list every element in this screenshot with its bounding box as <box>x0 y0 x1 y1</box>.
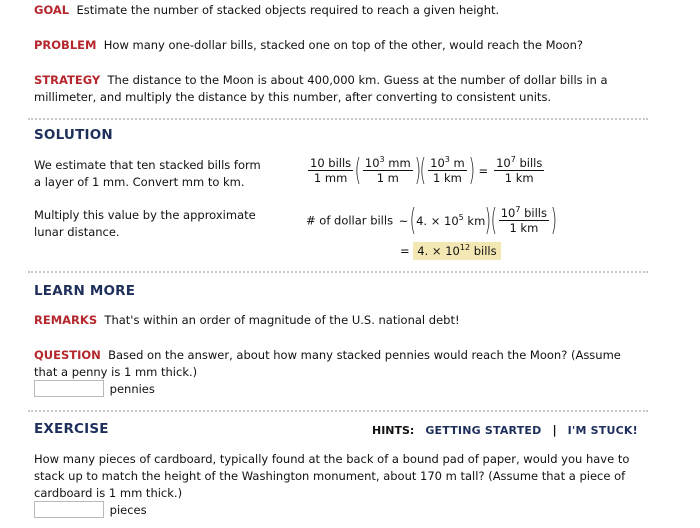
lunar-distance-value: 4. × $10^5$ km <box>416 212 486 228</box>
exercise-text <box>34 451 629 502</box>
close-paren: ) <box>550 202 558 238</box>
open-paren: ( <box>354 152 362 188</box>
strategy-block <box>34 72 608 106</box>
hints-label: HINTS: <box>372 424 415 437</box>
hints-bar <box>372 423 638 437</box>
solution-step2-text <box>34 207 256 241</box>
exercise-heading: EXERCISE <box>34 421 109 437</box>
strategy-label: STRATEGY <box>34 73 101 87</box>
close-paren: ) <box>414 152 421 188</box>
strategy-line-2: millimeter, and multiply the distance by this number, after converting to consistent units. <box>34 90 552 104</box>
divider <box>28 118 648 120</box>
question-answer-row <box>34 380 155 397</box>
question-label: QUESTION <box>34 348 101 362</box>
hint-separator: | <box>552 423 557 437</box>
pennies-answer-input[interactable] <box>34 380 104 397</box>
strategy-line-1: The distance to the Moon is about 400,000 km. Guess at the number of dollar bills in a <box>107 73 608 87</box>
step1-line-1: We estimate that ten stacked bills form <box>34 158 261 172</box>
step2-line-1: Multiply this value by the approximate <box>34 208 256 222</box>
close-paren: ) <box>484 202 492 238</box>
pieces-unit-label: pieces <box>109 502 147 517</box>
fraction-bills-per-km: $\frac{10^7 bills}{1 km}$ <box>496 155 543 185</box>
result-answer: 4. × $10^{12}$ bills <box>413 242 500 260</box>
step2-line-2: lunar distance. <box>34 225 120 239</box>
fraction-bills-per-mm: $\frac{\text{10 bills}}{1 mm}$ <box>310 156 352 185</box>
remarks-label: REMARKS <box>34 313 98 327</box>
problem-row <box>34 38 583 52</box>
divider <box>28 271 648 273</box>
question-block <box>34 347 621 381</box>
approx-sign: ~ <box>398 213 409 228</box>
exercise-answer-row <box>34 501 147 518</box>
divider <box>28 410 648 412</box>
exercise-line-3: cardboard is 1 mm thick.) <box>34 486 183 500</box>
problem-label: PROBLEM <box>34 38 97 52</box>
solution-step1-text <box>34 157 261 191</box>
learn-more-heading: LEARN MORE <box>34 283 136 299</box>
equals-sign: = <box>478 163 489 178</box>
fraction-mm-per-m: $\frac{10^3 mm}{1 m}$ <box>364 155 411 185</box>
step1-line-2: a layer of 1 mm. Convert mm to km. <box>34 175 245 189</box>
pieces-answer-input[interactable] <box>34 501 104 518</box>
open-paren: ( <box>490 202 498 238</box>
fraction-bills-per-km-2: $\frac{10^7 bills}{1 km}$ <box>500 205 547 235</box>
exercise-line-2: stack up to match the height of the Washington monument, about 170 m tall? (Assume that a piece of <box>34 469 626 483</box>
open-paren: ( <box>420 152 427 188</box>
question-line-1: Based on the answer, about how many stacked pennies would reach the Moon? (Assume <box>108 348 621 362</box>
goal-text: Estimate the number of stacked objects required to reach a given height. <box>76 3 500 17</box>
open-paren: ( <box>410 202 417 238</box>
result-equals: = <box>400 244 410 258</box>
result-row <box>400 244 501 258</box>
remarks-row <box>34 313 460 327</box>
problem-text: How many one-dollar bills, stacked one on top of the other, would reach the Moon? <box>103 38 583 52</box>
getting-started-link[interactable]: GETTING STARTED <box>425 424 542 437</box>
exercise-line-1: How many pieces of cardboard, typically found at the back of a bound pad of paper, would you have to <box>34 452 630 466</box>
equation-lhs: # of dollar bills <box>306 213 394 228</box>
conversion-equation <box>306 152 546 188</box>
fraction-m-per-km: $\frac{10^3 m}{1 km}$ <box>430 155 465 185</box>
question-line-2: that a penny is 1 mm thick.) <box>34 365 198 379</box>
remarks-text: That's within an order of magnitude of the U.S. national debt! <box>104 313 460 327</box>
bills-equation <box>306 202 558 238</box>
close-paren: ) <box>468 152 475 188</box>
goal-row <box>34 3 499 17</box>
goal-label: GOAL <box>34 3 70 17</box>
solution-heading: SOLUTION <box>34 127 113 143</box>
im-stuck-link[interactable]: I'M STUCK! <box>567 424 638 437</box>
pennies-unit-label: pennies <box>109 381 155 396</box>
